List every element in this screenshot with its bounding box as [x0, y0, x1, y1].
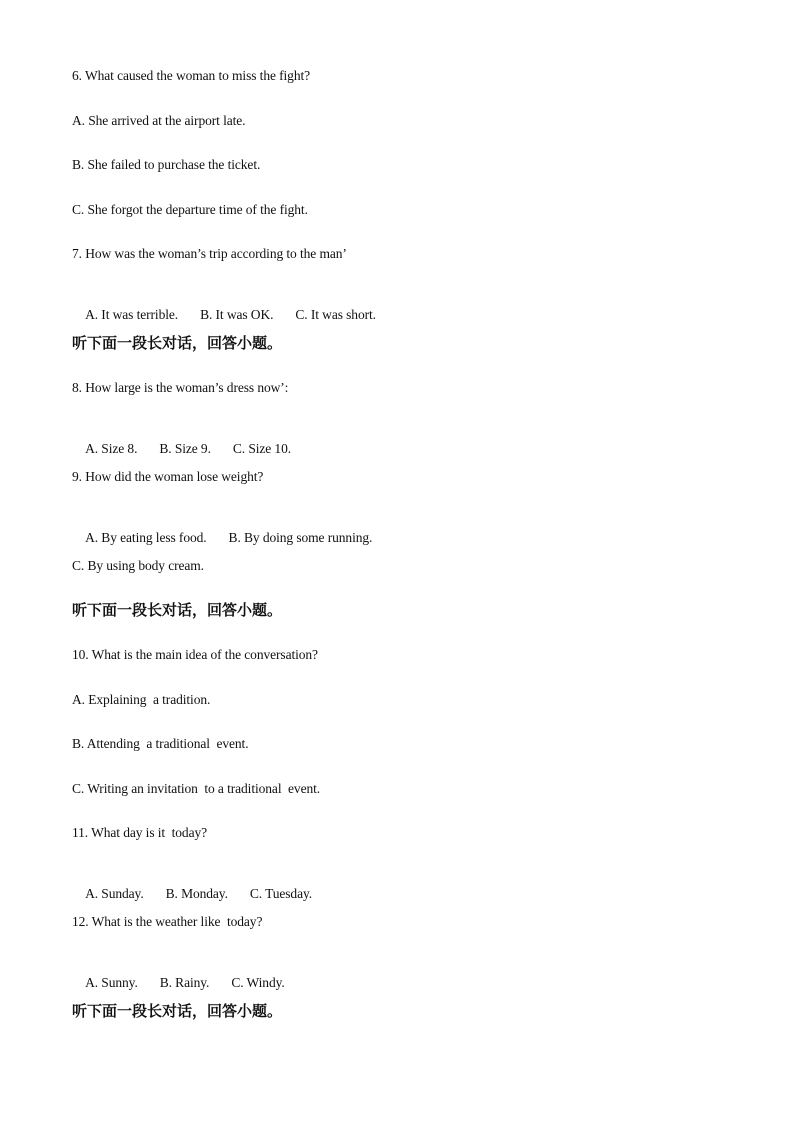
question-8-option-c: C. Size 10.	[232, 441, 292, 456]
question-9-option-b: B. By doing some running.	[228, 530, 373, 545]
question-9: 9. How did the woman lose weight?	[72, 469, 264, 484]
question-10: 10. What is the main idea of the conversation?	[72, 647, 318, 662]
question-11-options	[72, 870, 312, 918]
question-7-option-c: C. It was short.	[295, 307, 376, 322]
question-12: 12. What is the weather like today?	[72, 914, 263, 929]
section-heading-2: 听下面一段长对话，回答小题。	[72, 601, 283, 619]
question-12-options	[72, 959, 285, 1007]
question-6-option-c: C. She forgot the departure time of the fight.	[72, 202, 308, 217]
question-12-option-b: B. Rainy.	[159, 975, 210, 990]
question-6-option-b: B. She failed to purchase the ticket.	[72, 157, 261, 172]
question-6: 6. What caused the woman to miss the fight?	[72, 68, 311, 83]
question-11-option-a: A. Sunday.	[85, 886, 144, 901]
question-10-option-c: C. Writing an invitation to a traditional event.	[72, 781, 321, 796]
question-7-options	[72, 291, 376, 339]
question-8: 8. How large is the woman’s dress now’:	[72, 380, 289, 395]
question-6-option-a: A. She arrived at the airport late.	[72, 113, 246, 128]
question-8-options	[72, 425, 291, 473]
question-9-option-c: C. By using body cream.	[72, 558, 204, 573]
question-9-options	[72, 514, 372, 562]
question-11-option-b: B. Monday.	[165, 886, 228, 901]
question-8-option-b: B. Size 9.	[159, 441, 211, 456]
section-heading-3: 听下面一段长对话，回答小题。	[72, 1002, 283, 1020]
question-12-option-c: C. Windy.	[231, 975, 285, 990]
question-7: 7. How was the woman’s trip according to the man’	[72, 246, 347, 261]
question-7-option-a: A. It was terrible.	[85, 307, 179, 322]
question-10-option-b: B. Attending a traditional event.	[72, 736, 249, 751]
question-8-option-a: A. Size 8.	[85, 441, 138, 456]
question-12-option-a: A. Sunny.	[85, 975, 138, 990]
section-heading-1: 听下面一段长对话，回答小题。	[72, 334, 283, 352]
question-9-option-a: A. By eating less food.	[85, 530, 207, 545]
question-7-option-b: B. It was OK.	[200, 307, 274, 322]
question-10-option-a: A. Explaining a tradition.	[72, 692, 211, 707]
question-11: 11. What day is it today?	[72, 825, 207, 840]
question-11-option-c: C. Tuesday.	[249, 886, 313, 901]
